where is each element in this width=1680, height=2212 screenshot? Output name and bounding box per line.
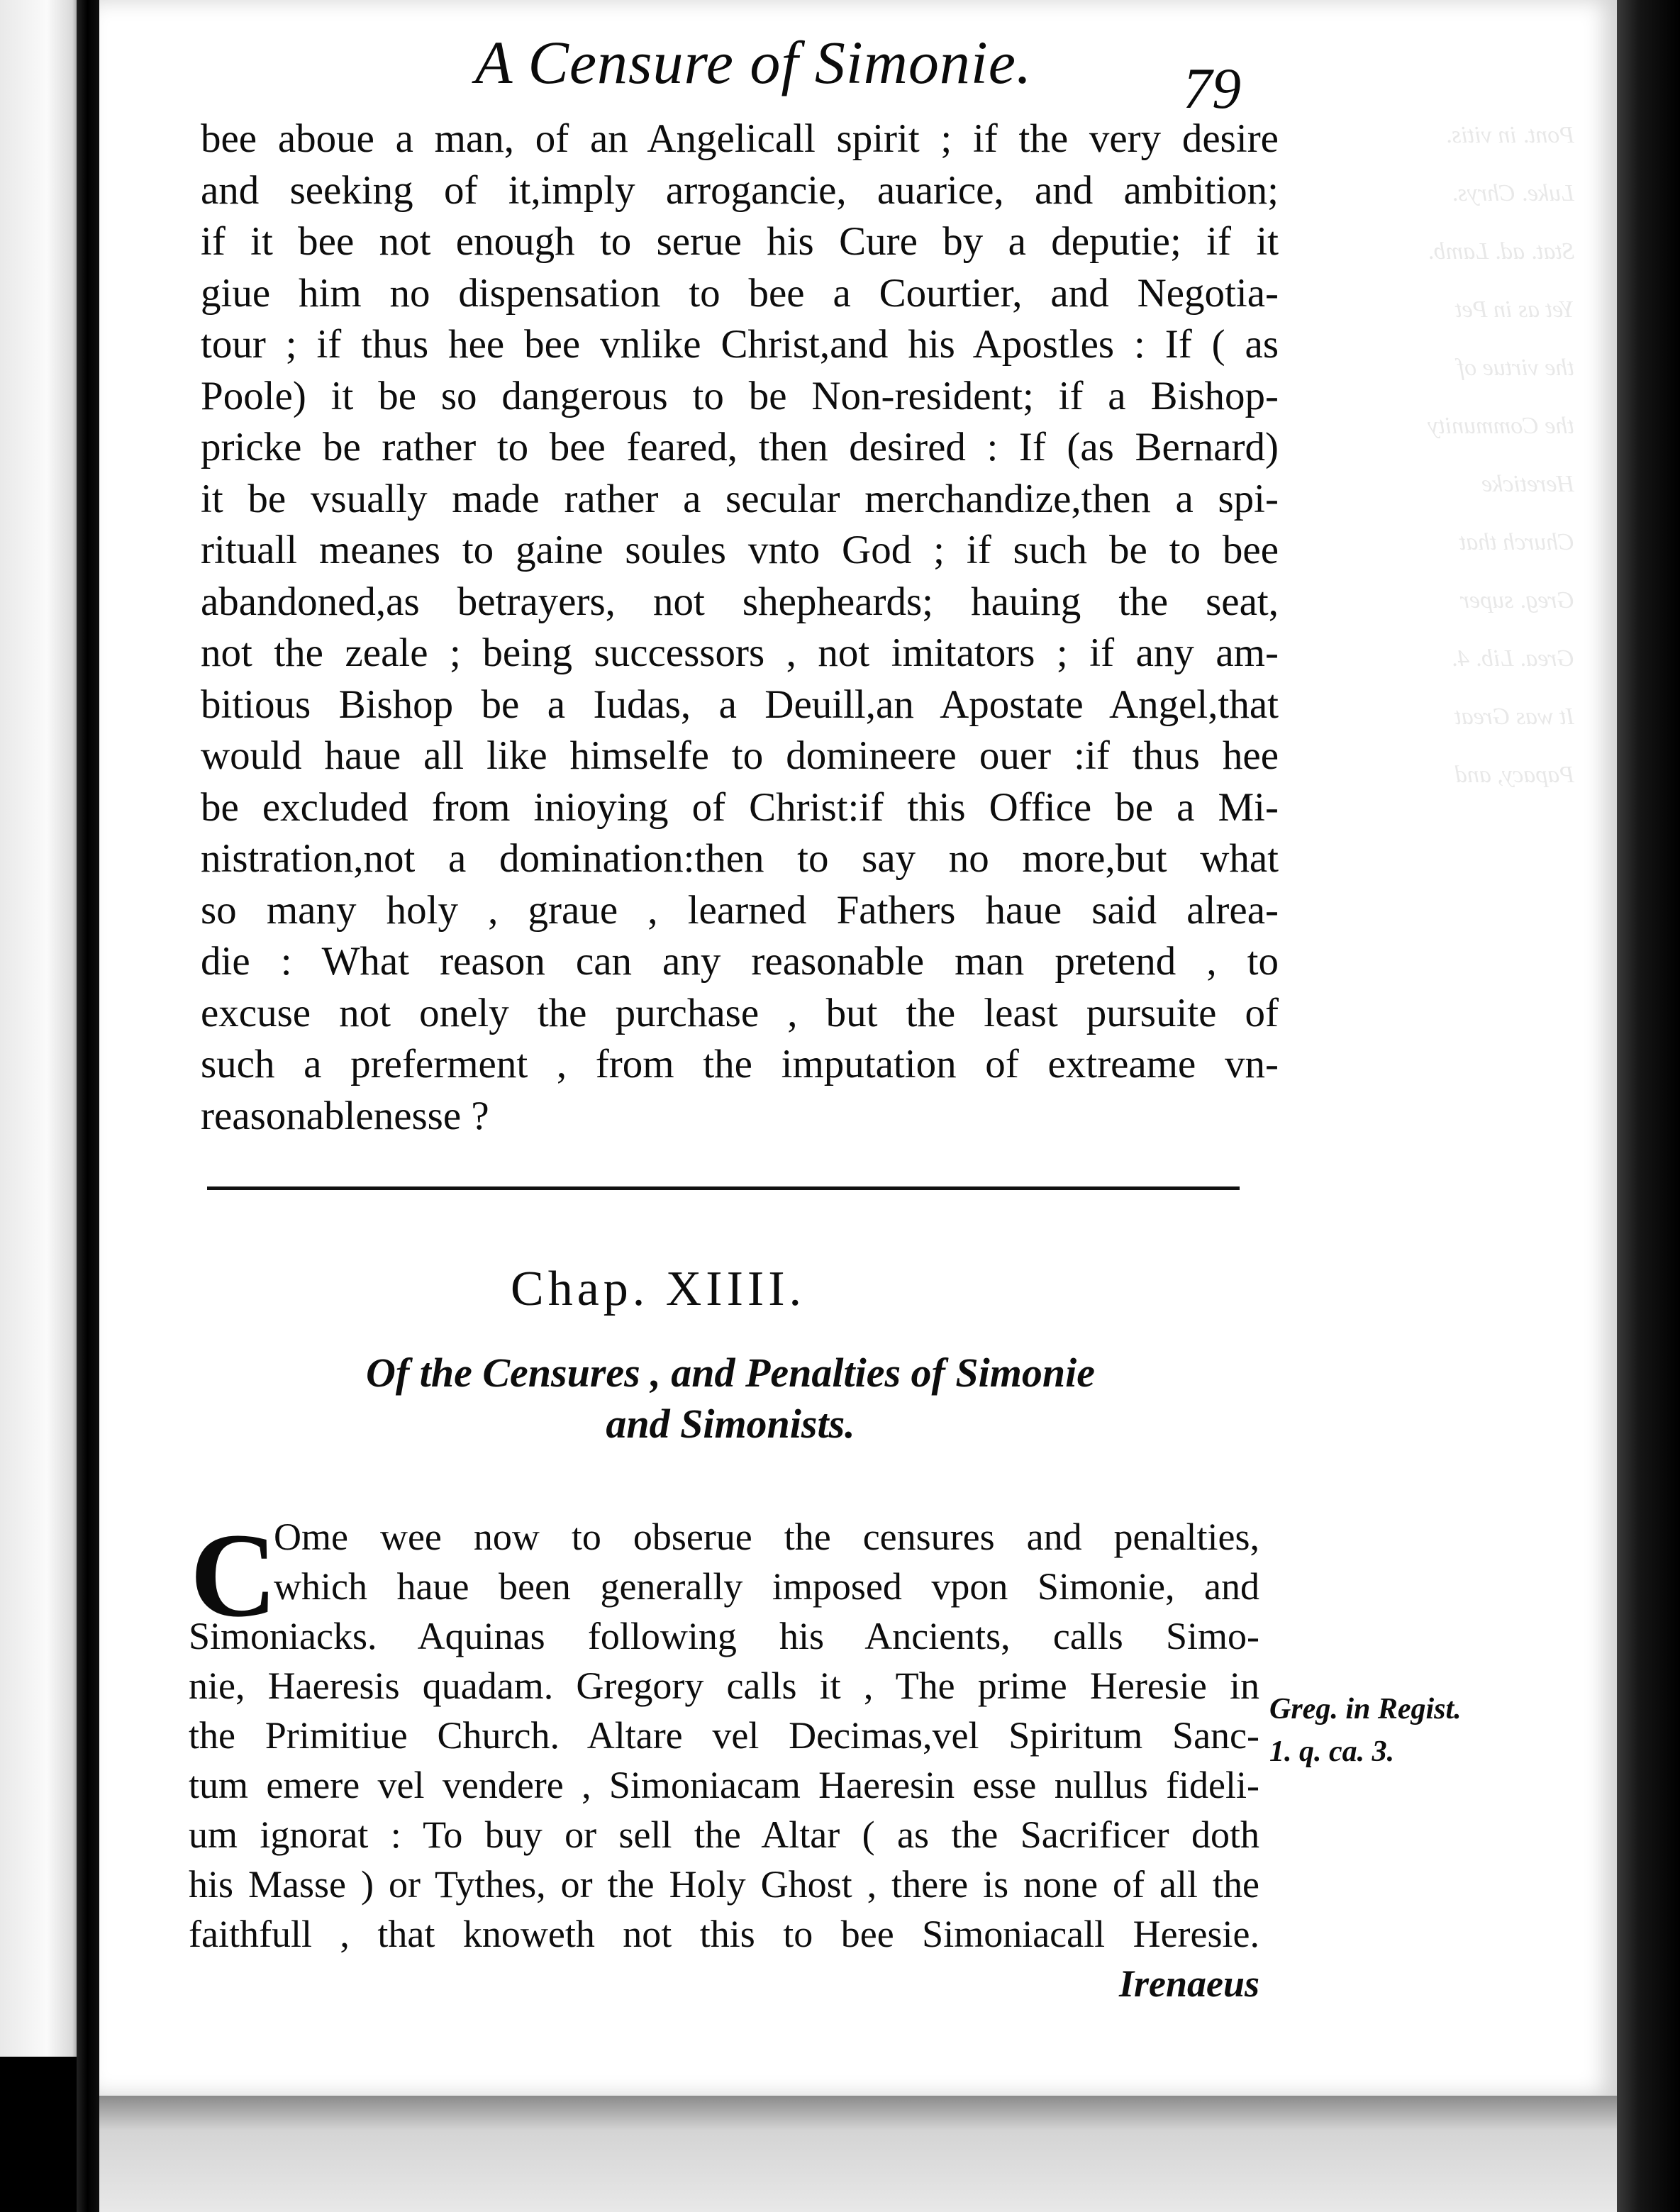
margin-note: [1269, 1688, 1503, 1773]
body-line: pricke be rather to bee feared, then desired : If (as Bernard): [201, 425, 1279, 469]
chapter-line: Ome wee now to obserue the censures and penalties,: [274, 1516, 1259, 1558]
bleed-line: Pont. in vitis.: [1445, 122, 1574, 148]
catchword: Irenaeus: [1118, 1962, 1259, 2005]
body-line: would haue all like himselfe to domineere ouer :if thus hee: [201, 733, 1279, 778]
chapter-line: his Masse ) or Tythes, or the Holy Ghost , there is none of all the: [189, 1863, 1259, 1906]
bleed-line: Yet as in Pet: [1455, 296, 1574, 323]
body-line: abandoned,as betrayers, not shepheards; hauing the seat,: [201, 579, 1279, 624]
bleed-line: It was Great: [1454, 704, 1574, 730]
chapter-line: nie, Haeresis quadam. Gregory calls it , The prime Heresie in: [189, 1664, 1259, 1707]
bleed-line: the virtue of: [1457, 355, 1574, 381]
bleed-line: the Community: [1428, 413, 1574, 439]
chapter-title-line: Of the Censures , and Penalties of Simonie: [366, 1350, 1095, 1396]
body-paragraph: [201, 113, 1279, 1142]
page-number: 79: [1183, 56, 1241, 121]
chapter-line: tum emere vel vendere , Simoniacam Haeresin esse nullus fideli-: [189, 1764, 1259, 1806]
body-line: be excluded from inioying of Christ:if this Office be a Mi-: [201, 784, 1279, 830]
bleed-line: Greg. super: [1459, 587, 1574, 613]
section-divider-rule: [207, 1186, 1240, 1190]
body-line: excuse not onely the purchase , but the least pursuite of: [201, 990, 1279, 1035]
body-line: such a preferment , from the imputation of extreame vn-: [201, 1042, 1279, 1086]
bleed-line: Church that: [1459, 529, 1574, 555]
chapter-line: which haue been generally imposed vpon Simonie, and: [274, 1565, 1259, 1608]
body-line: and seeking of it,imply arrogancie, auarice, and ambition;: [201, 167, 1279, 213]
book-right-edge: [1617, 0, 1680, 2212]
chapter-line: the Primitiue Church. Altare vel Decimas,vel Spiritum Sanc-: [189, 1714, 1259, 1757]
page-bottom-shadow: [99, 2096, 1631, 2212]
bleed-line: Grea. Lib. 4.: [1451, 645, 1574, 672]
body-line: reasonablenesse ?: [201, 1093, 489, 1138]
body-line: nistration,not a domination:then to say no more,but what: [201, 836, 1279, 881]
body-line: Poole) it be so dangerous to be Non-resident; if a Bishop-: [201, 373, 1279, 418]
chapter-line: faithfull , that knoweth not this to bee Simoniacall Heresie.: [189, 1913, 1259, 1955]
bleed-line: Stat. ad. Lamb.: [1428, 238, 1574, 265]
bleed-line: Luke. Chrys.: [1452, 180, 1574, 206]
margin-note-line: Greg. in Regist.: [1269, 1693, 1462, 1725]
body-line: die : What reason can any reasonable man pretend , to: [201, 939, 1279, 984]
book-gutter: [77, 0, 101, 2212]
chapter-heading: Chap. XIIII.: [511, 1262, 806, 1316]
chapter-line: Simoniacks. Aquinas following his Ancients, calls Simo-: [189, 1615, 1259, 1657]
margin-note-line: 1. q. ca. 3.: [1269, 1735, 1395, 1768]
bleed-line: Hereticke: [1481, 471, 1574, 497]
bleed-line: Papacy, and: [1454, 762, 1574, 788]
body-line: if it bee not enough to serue his Cure by a deputie; if it: [201, 219, 1279, 264]
running-header-title: A Censure of Simonie.: [475, 28, 1033, 96]
body-line: not the zeale ; being successors , not imitators ; if any am-: [201, 630, 1279, 675]
adjacent-page-edge: [0, 0, 85, 2057]
body-line: giue him no dispensation to bee a Courtier, and Negotia-: [201, 270, 1279, 316]
body-line: it be vsually made rather a secular merchandize,then a spi-: [201, 476, 1279, 521]
body-line: tour ; if thus hee bee vnlike Christ,and his Apostles : If ( as: [201, 322, 1279, 367]
body-line: rituall meanes to gaine soules vnto God ; if such be to bee: [201, 528, 1279, 572]
chapter-line: um ignorat : To buy or sell the Altar ( as the Sacrificer doth: [189, 1813, 1259, 1856]
body-line: bitious Bishop be a Iudas, a Deuill,an Apostate Angel,that: [201, 682, 1279, 727]
chapter-title-line: and Simonists.: [606, 1401, 855, 1447]
chapter-paragraph: [189, 1508, 1259, 2008]
body-line: so many holy , graue , learned Fathers haue said alrea-: [201, 887, 1279, 933]
chapter-title: [269, 1347, 1191, 1450]
drop-cap: C: [190, 1508, 277, 1642]
body-line: bee aboue a man, of an Angelicall spirit ; if the very desire: [201, 116, 1279, 161]
